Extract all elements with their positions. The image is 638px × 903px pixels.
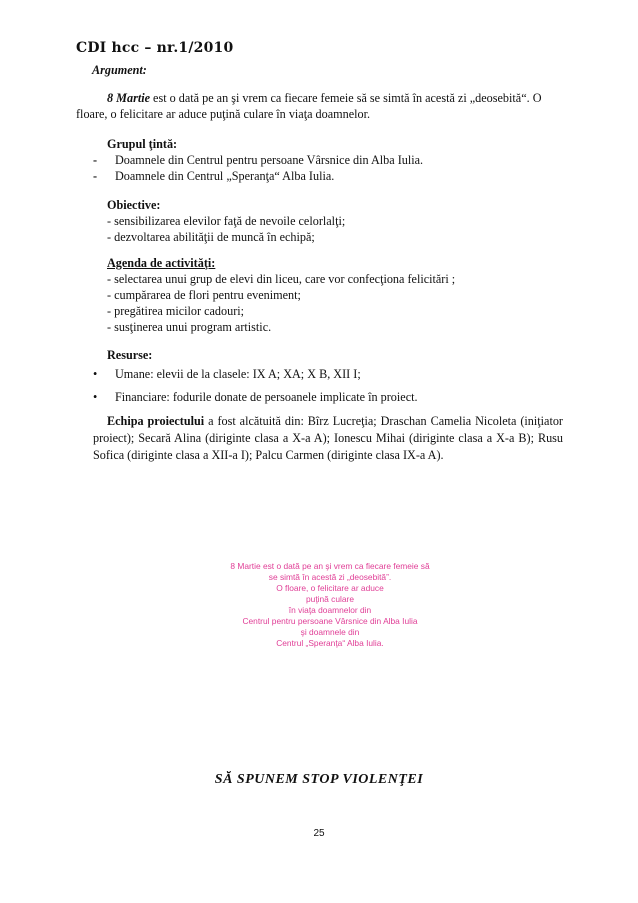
card-line-3: O floare, o felicitare ar aduce: [276, 583, 384, 593]
card-text: [170, 561, 490, 649]
card-line-7: şi doamnele din: [300, 627, 360, 637]
argument-emphasis: 8 Martie: [107, 91, 150, 105]
argument-line-1-text: est o dată pe an şi vrem ca fiecare femeie să se simtă în acestă zi „deosebită“. O: [150, 91, 542, 105]
resources-item-2: Financiare: fodurile donate de persoanele implicate în proiect.: [115, 390, 418, 404]
resources-bullet-2: •: [93, 390, 98, 404]
card-line-6: Centrul pentru persoane Vârsnice din Alba Iulia: [242, 616, 418, 626]
team-lead: Echipa proiectului: [107, 414, 205, 428]
card-line-4: puţină culare: [306, 594, 354, 604]
agenda-item-3: - pregătirea micilor cadouri;: [107, 304, 245, 318]
card-line-2: se simtă în acestă zi „deosebită”.: [268, 572, 392, 582]
objective-item-2: - dezvoltarea abilităţii de muncă în echipă;: [107, 230, 315, 244]
team-text: a fost alcătuită din: Bîrz Lucreţia; Draschan Camelia Nicoleta (iniţiator proiect); Secară Alina (diriginte clasa a X-a A); Ionescu Mihai (diriginte clasa a X-a B); Rusu Sofica (diriginte clasa a XII-a I); Palcu Carmen (diriginte clasa IX-a A).: [93, 414, 563, 462]
objective-item-1: - sensibilizarea elevilor faţă de nevoile celorlalţi;: [107, 214, 346, 228]
card-line-5: în viaţa doamnelor din: [288, 605, 372, 615]
page-number: 25: [313, 828, 325, 839]
resources-bullet-1: •: [93, 367, 98, 381]
argument-heading: Argument:: [92, 63, 147, 77]
agenda-item-2: - cumpărarea de flori pentru eveniment;: [107, 288, 301, 302]
target-bullet-2: -: [93, 169, 98, 183]
document-header: CDI hcc – nr.1/2010: [76, 40, 234, 56]
argument-line-2: floare, o felicitare ar aduce puţină culare în viaţa doamnelor.: [76, 107, 371, 121]
card-line-8: Centrul „Speranţa“ Alba Iulia.: [276, 638, 384, 648]
agenda-item-1: - selectarea unui grup de elevi din liceu, care vor confecţiona felicitări ;: [107, 272, 456, 286]
card-line-1: 8 Martie est o dată pe an şi vrem ca fiecare femeie să: [230, 561, 430, 571]
target-item-2: Doamnele din Centrul „Speranţa“ Alba Iulia.: [115, 169, 335, 183]
resources-item-1: Umane: elevii de la clasele: IX A; XA; X B, XII I;: [115, 367, 361, 381]
agenda-heading: Agenda de activităţi:: [107, 256, 216, 270]
objectives-heading: Obiective:: [107, 198, 161, 212]
slogan: SĂ SPUNEM STOP VIOLENŢEI: [214, 772, 424, 787]
argument-line-1: [107, 90, 542, 106]
agenda-item-4: - susţinerea unui program artistic.: [107, 320, 272, 334]
target-item-1: Doamnele din Centrul pentru persoane Vârsnice din Alba Iulia.: [115, 153, 424, 167]
resources-heading: Resurse:: [107, 348, 153, 362]
target-bullet-1: -: [93, 153, 98, 167]
team-paragraph: [93, 413, 563, 464]
target-heading: Grupul ţintă:: [107, 137, 178, 151]
